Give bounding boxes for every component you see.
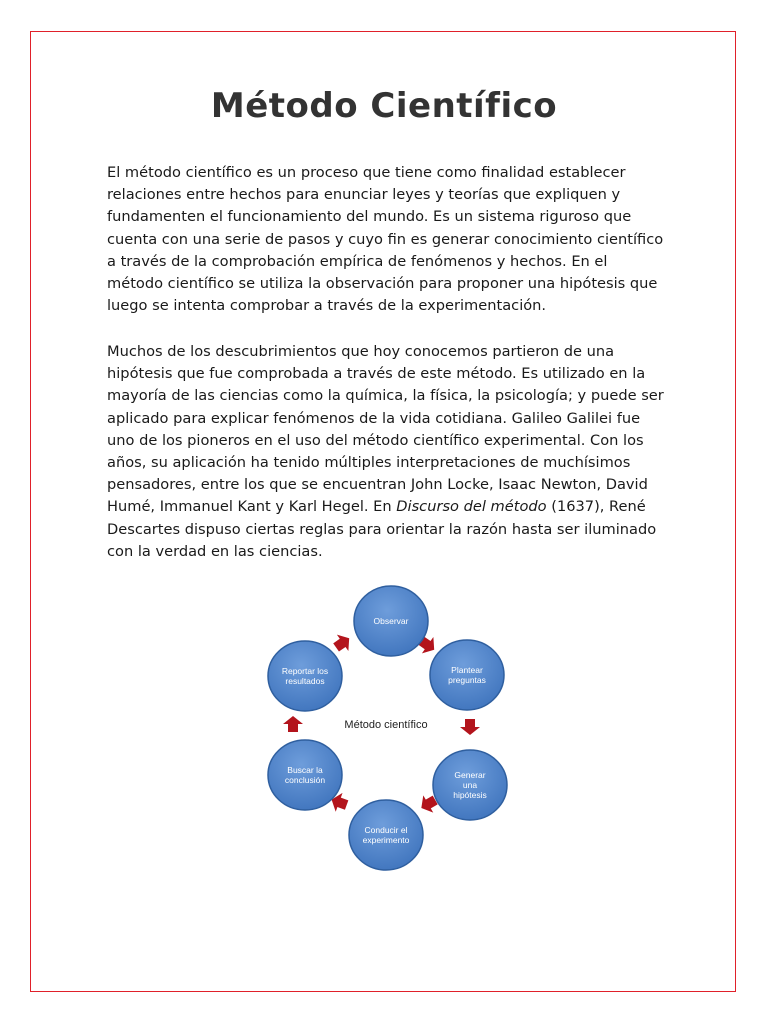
cycle-arrow-6	[330, 630, 355, 656]
step-label: preguntas	[448, 675, 486, 685]
paragraph-2-text-a: Muchos de los descubrimientos que hoy conocemos partieron de una hipótesis que fue comprobada a través de este método. Es utilizado en la mayoría de las ciencias como la química, la física, la psicología; y puede ser aplicado para explicar fenómenos de la vida cotidiana. Galileo Galilei fue uno de los pioneros en el uso del método científico experimental. Con los años, su aplicación ha tenido múltiples interpretaciones de muchísimos pensadores, entre los que se encuentran John Locke, Isaac Newton, David Humé, Immanuel Kant y Karl Hegel. En	[107, 343, 664, 516]
step-label: Plantear	[451, 665, 483, 675]
paragraph-2	[107, 341, 667, 563]
cycle-diagram-svg	[248, 584, 516, 874]
step-node-observar	[354, 586, 428, 656]
step-node-generar-hipotesis	[433, 750, 507, 820]
cycle-arrow-5	[283, 716, 303, 732]
step-label: Observar	[373, 616, 409, 626]
step-label: una	[462, 780, 478, 790]
step-node-plantear-preguntas	[430, 640, 504, 710]
scientific-method-diagram	[248, 584, 516, 874]
step-label: conclusión	[284, 775, 326, 785]
step-label: Generar	[454, 770, 486, 780]
step-node-reportar-resultados	[268, 641, 342, 711]
book-title-italic: Discurso del método	[396, 498, 547, 516]
cycle-arrow-2	[460, 719, 480, 735]
document-title: Método Científico	[210, 86, 558, 126]
step-node-conducir-experimento	[349, 800, 423, 870]
step-label: Buscar la	[287, 765, 323, 775]
step-label: Conducir el	[364, 825, 408, 835]
paragraph-2-text-b: (1637), René Descartes dispuso ciertas reglas para orientar la razón hasta ser iluminado con la verdad en las ciencias.	[107, 498, 657, 560]
step-label: Reportar los	[281, 666, 329, 676]
step-label: resultados	[285, 676, 325, 686]
step-label: experimento	[362, 835, 410, 845]
step-label: hipótesis	[453, 790, 487, 800]
paragraph-1: El método científico es un proceso que tiene como finalidad establecer relaciones entre hechos para enunciar leyes y teorías que expliquen y fundamenten el funcionamiento del mundo. Es un sistema riguroso que cuenta con una serie de pasos y cuyo fin es generar conocimiento científico a través de la comprobación empírica de fenómenos y hechos. En el método científico se utiliza la observación para proponer una hipótesis que luego se intenta comprobar a través de la experimentación.	[107, 164, 664, 315]
diagram-center-label: Método científico	[344, 719, 428, 731]
step-node-buscar-conclusion	[268, 740, 342, 810]
